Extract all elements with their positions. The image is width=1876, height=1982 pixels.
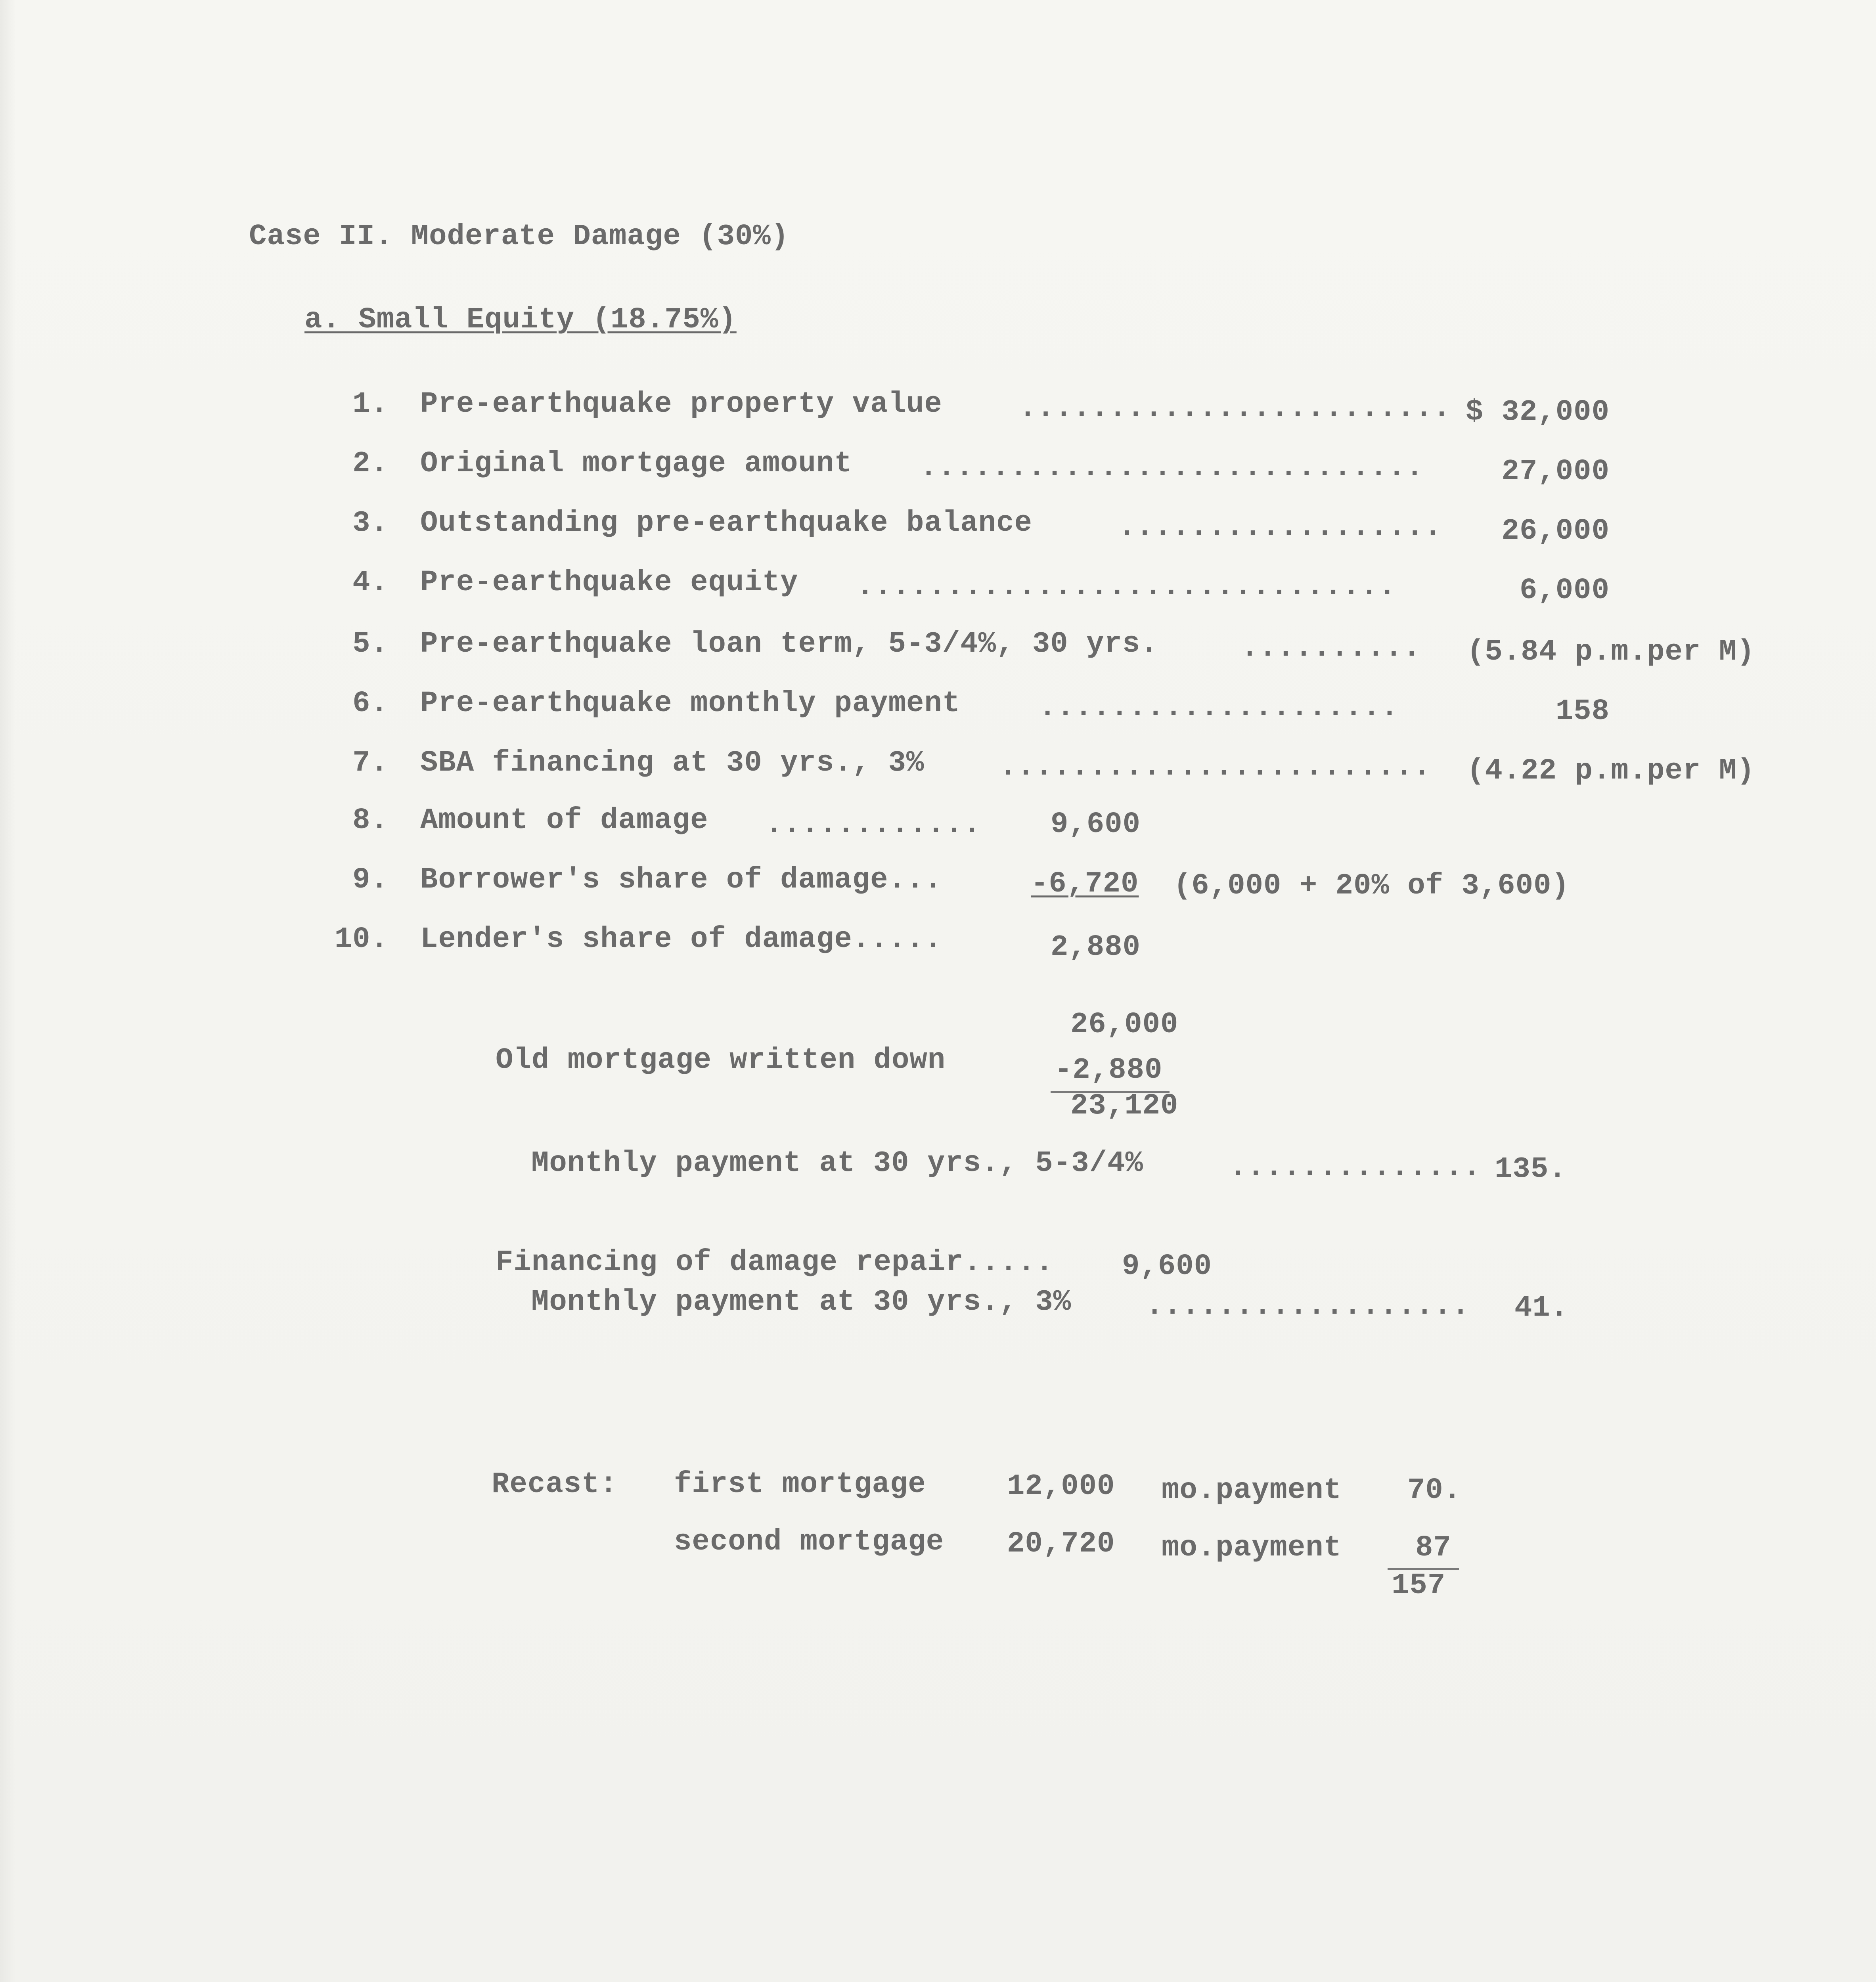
item-number: 3.: [352, 507, 389, 540]
dot-leader: ............................: [920, 451, 1424, 484]
writedown-payment-label: Monthly payment at 30 yrs., 5-3/4%: [531, 1147, 1143, 1180]
dot-leader: ..........: [1241, 631, 1421, 665]
dot-leader: ........................: [1019, 392, 1451, 425]
item-note: (6,000 + 20% of 3,600): [1173, 869, 1570, 903]
item-label: Original mortgage amount: [420, 447, 852, 480]
item-number: 5.: [352, 628, 389, 661]
item-value: $ 32,000: [1465, 396, 1610, 429]
item-number: 10.: [334, 923, 389, 956]
writedown-label: Old mortgage written down: [496, 1044, 946, 1077]
writedown-result: 23,120: [1070, 1089, 1179, 1123]
item-value: (5.84 p.m.per M): [1467, 635, 1755, 669]
item-value: 26,000: [1501, 515, 1610, 548]
item-label: Pre-earthquake monthly payment: [420, 687, 961, 720]
item-label: Pre-earthquake loan term, 5-3/4%, 30 yrs.: [420, 628, 1158, 661]
item-label: Borrower's share of damage...: [420, 863, 942, 897]
section-subtitle: a. Small Equity (18.75%): [304, 303, 737, 337]
repair-label: Financing of damage repair.....: [496, 1246, 1054, 1279]
recast-pay-label: mo.payment: [1162, 1474, 1342, 1507]
item-value: 158: [1555, 695, 1610, 728]
item-value: (4.22 p.m.per M): [1467, 754, 1755, 788]
item-value: 2,880: [1051, 931, 1141, 964]
dot-leader: ........................: [999, 750, 1431, 784]
repair-amount: 9,600: [1122, 1250, 1212, 1283]
item-label: Outstanding pre-earthquake balance: [420, 507, 1032, 540]
item-value: -6,720: [1031, 867, 1139, 901]
recast-pay-label: mo.payment: [1162, 1531, 1342, 1565]
dot-leader: ............: [765, 808, 981, 841]
repair-payment-label: Monthly payment at 30 yrs., 3%: [531, 1286, 1072, 1319]
item-label: Pre-earthquake property value: [420, 388, 942, 421]
item-number: 1.: [352, 388, 389, 421]
dot-leader: ..............................: [856, 570, 1397, 603]
item-number: 2.: [352, 447, 389, 480]
recast-amount: 12,000: [1007, 1470, 1115, 1503]
dot-leader: ..................: [1118, 511, 1442, 544]
item-label: Amount of damage: [420, 804, 708, 837]
case-title: Case II. Moderate Damage (30%): [249, 220, 789, 253]
dot-leader: ....................: [1039, 691, 1399, 724]
item-number: 6.: [352, 687, 389, 720]
recast-pay: 87: [1415, 1531, 1451, 1565]
writedown-balance: 26,000: [1070, 1008, 1179, 1041]
item-label: Lender's share of damage.....: [420, 923, 942, 956]
item-number: 9.: [352, 863, 389, 897]
page-edge-shadow: [0, 0, 16, 1982]
dot-leader: ..................: [1146, 1289, 1470, 1323]
item-value: 27,000: [1501, 455, 1610, 488]
writedown-minus: -2,880: [1055, 1054, 1163, 1087]
item-label: SBA financing at 30 yrs., 3%: [420, 746, 925, 780]
item-number: 7.: [352, 746, 389, 780]
recast-label: Recast:: [492, 1468, 618, 1501]
item-number: 4.: [352, 566, 389, 599]
recast-amount: 20,720: [1007, 1527, 1115, 1561]
recast-type: second mortgage: [674, 1525, 944, 1559]
item-label: Pre-earthquake equity: [420, 566, 798, 599]
item-value: 9,600: [1051, 808, 1141, 841]
writedown-payment-value: 135.: [1495, 1153, 1567, 1186]
dot-leader: ..............: [1229, 1151, 1481, 1184]
item-value: 6,000: [1519, 574, 1610, 607]
recast-total: 157: [1392, 1569, 1446, 1602]
item-number: 8.: [352, 804, 389, 837]
recast-type: first mortgage: [674, 1468, 926, 1501]
repair-payment-value: 41.: [1514, 1291, 1569, 1325]
recast-pay: 70.: [1407, 1474, 1462, 1507]
